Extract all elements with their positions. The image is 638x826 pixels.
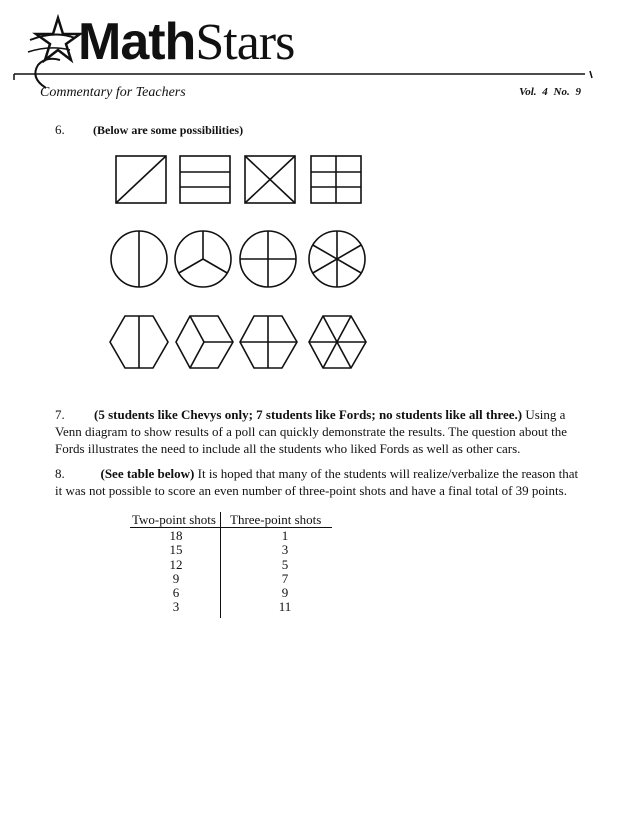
table-cell: 1 (281, 528, 289, 543)
table-cell: 5 (281, 557, 289, 572)
hexagon-halves (110, 316, 168, 368)
volume-label: Vol. 4 No. 9 (519, 86, 581, 98)
table-cell: 7 (281, 571, 289, 586)
circle-sixths (309, 231, 365, 287)
header-three-point: Three-point shots (230, 512, 322, 527)
header-subtitle: Commentary for Teachers (40, 85, 186, 100)
header-two-point: Two-point shots (132, 512, 216, 527)
table-cell: 12 (169, 557, 183, 572)
square-diagonal (116, 156, 166, 203)
table-column-divider (220, 512, 221, 618)
hexagon-sixths (309, 316, 366, 368)
circle-thirds (175, 231, 231, 287)
table-cell: 18 (169, 528, 183, 543)
q8-paragraph (55, 465, 585, 499)
circle-quarters (240, 231, 296, 287)
circle-halves (111, 231, 167, 287)
brand-part-stars: Stars (195, 14, 295, 71)
square-two-diagonals (245, 156, 295, 203)
q7-answer: (5 students like Chevys only; 7 students like Fords; no students like all three.) (94, 407, 523, 422)
table-cell: 15 (169, 542, 183, 557)
table-cell: 11 (278, 599, 292, 614)
square-six-rectangles (311, 156, 361, 203)
hexagon-quarters (240, 316, 297, 368)
q8-number: 8. (55, 466, 65, 481)
table-cell: 9 (281, 585, 289, 600)
q8-commentary: It is hoped that many of the students will realize/verbalize the reason that it was not possible to score an even number of three-point shots and have a final total of 39 points. (55, 466, 579, 498)
q6-number: 6. (55, 122, 65, 137)
hexagon-thirds (176, 316, 233, 368)
table-cell: 3 (281, 542, 289, 557)
brand-part-math: Math (78, 13, 196, 71)
q7-commentary: Using a Venn diagram to show results of a poll can quickly demonstrate the results. The question about the Fords illustrates the need to include all the students who liked Fords as well as other cars. (55, 407, 568, 456)
q6-label: (Below are some possibilities) (93, 123, 244, 137)
q7-number: 7. (55, 407, 65, 422)
fraction-shapes (0, 0, 638, 380)
square-three-strips (180, 156, 230, 203)
table-cell: 9 (172, 571, 180, 586)
table-cell: 6 (172, 585, 180, 600)
q7-paragraph (55, 406, 585, 457)
table-cell: 3 (172, 599, 180, 614)
q8-answer: (See table below) (100, 466, 195, 481)
